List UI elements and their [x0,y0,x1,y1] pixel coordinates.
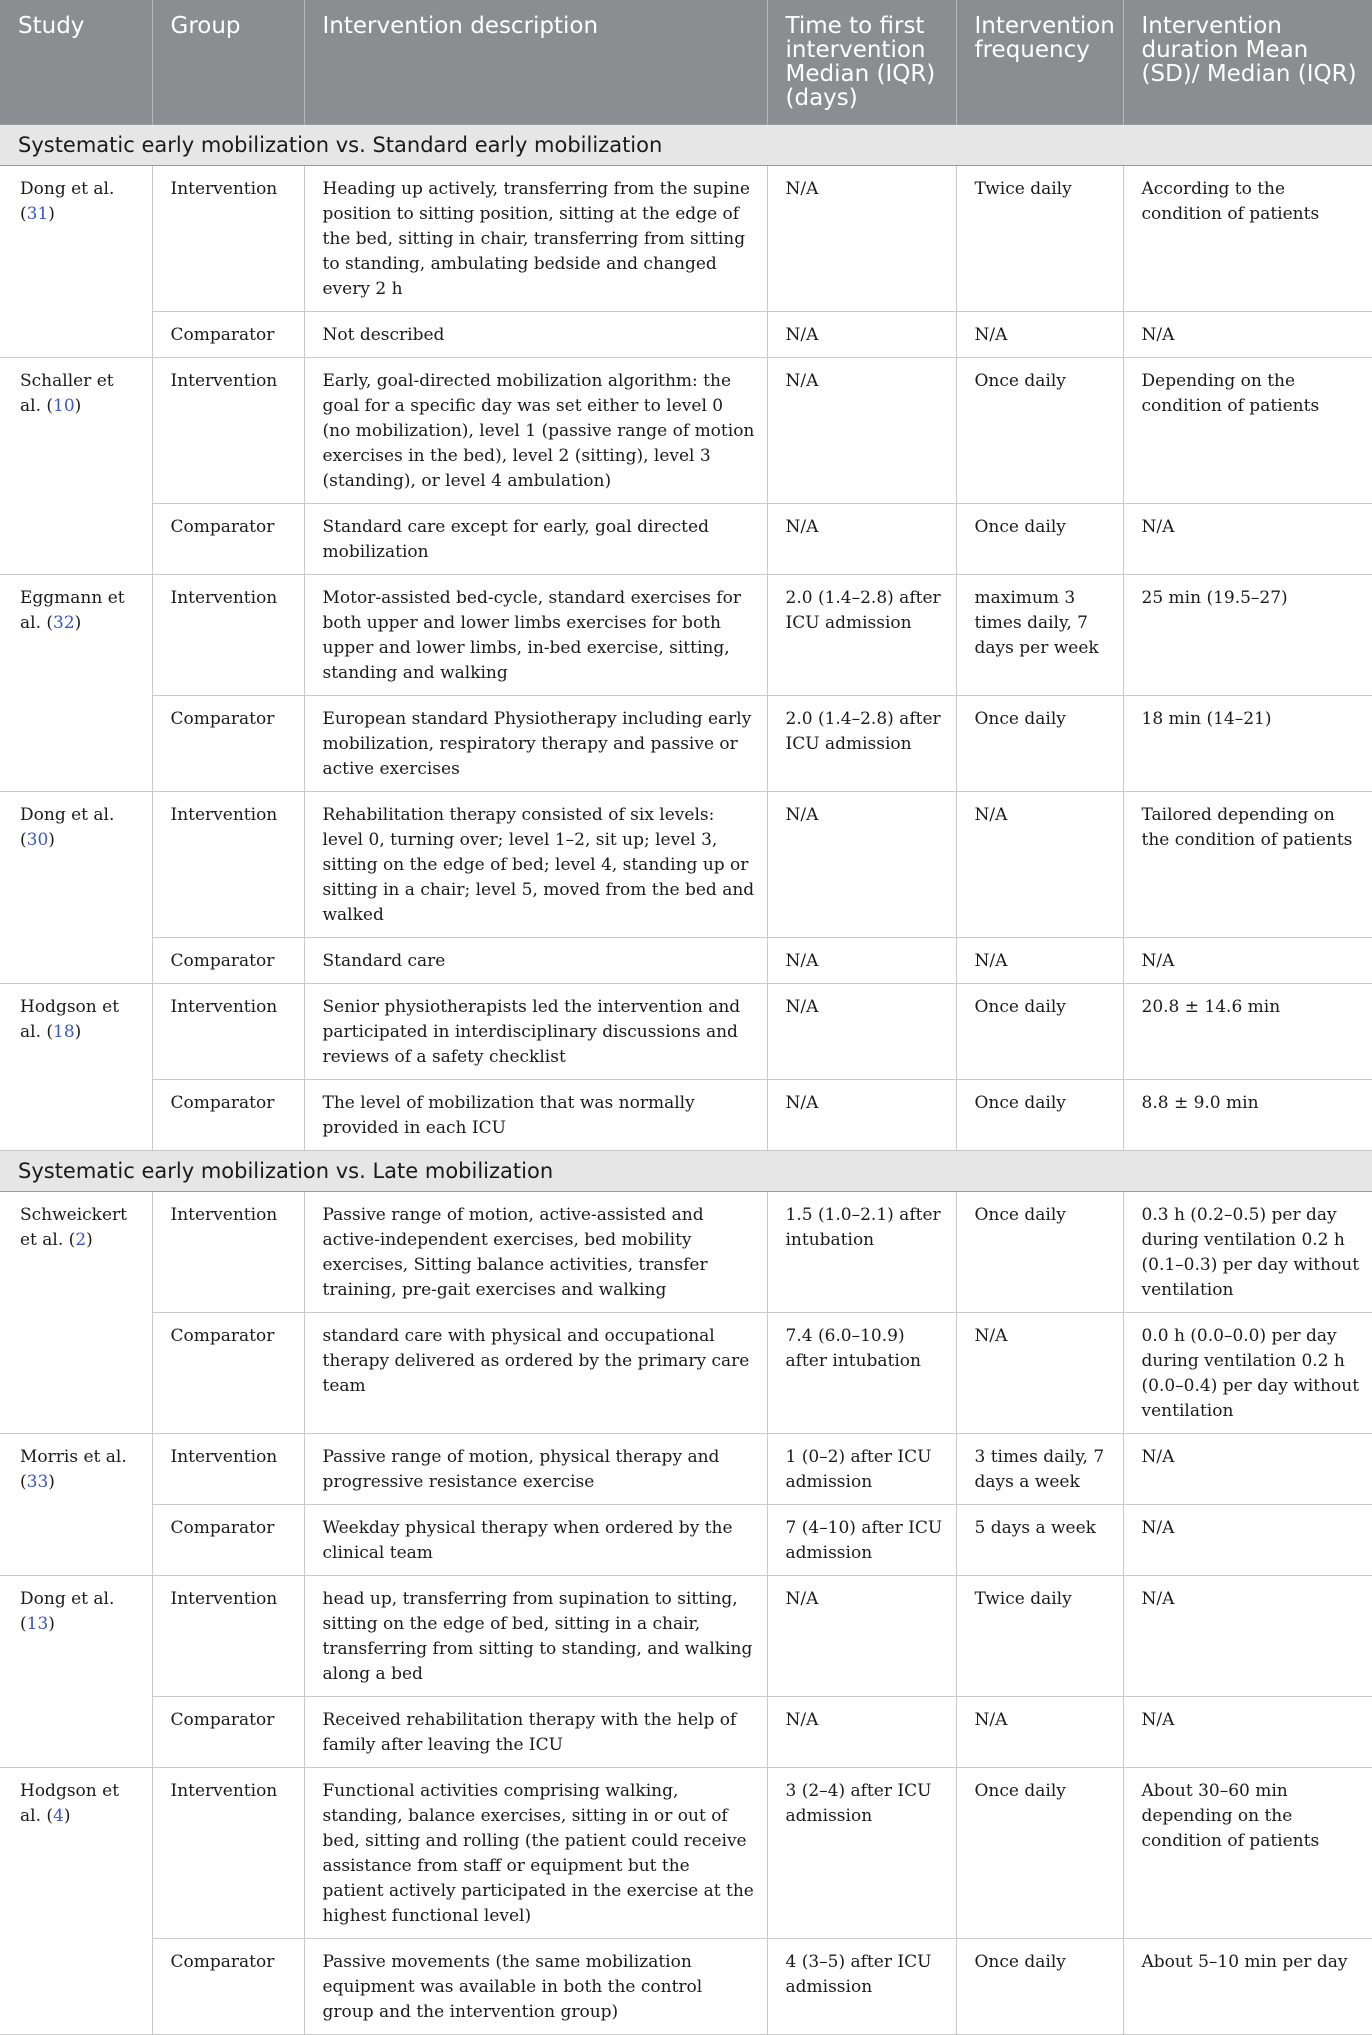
table-row [0,1696,1372,1767]
header-frequency: Intervention frequency [956,0,1123,124]
group-cell: Intervention [152,791,304,937]
reference-link[interactable]: 32 [53,612,75,633]
group-cell: Comparator [152,1312,304,1433]
study-name: Dong et al. [20,1588,115,1609]
duration-cell: N/A [1123,1504,1372,1575]
study-cell: Schweickert et al. (2) [0,1191,152,1433]
duration-cell: 0.0 h (0.0–0.0) per day during ventilation 0.2 h (0.0–0.4) per day without ventilation [1123,1312,1372,1433]
time-cell: 1 (0–2) after ICU admission [767,1433,956,1504]
duration-cell: N/A [1123,937,1372,983]
table-row [0,1433,1372,1504]
frequency-cell: 5 days a week [956,1504,1123,1575]
group-cell: Comparator [152,937,304,983]
time-cell: 1.5 (1.0–2.1) after intubation [767,1191,956,1312]
table-row [0,791,1372,937]
table-row [0,165,1372,311]
frequency-cell: N/A [956,937,1123,983]
group-cell: Intervention [152,165,304,311]
study-name: Hodgson et al. [20,1780,120,1826]
group-cell: Intervention [152,1767,304,1938]
duration-cell: 25 min (19.5–27) [1123,574,1372,695]
frequency-cell: N/A [956,791,1123,937]
time-cell: N/A [767,791,956,937]
table-row [0,695,1372,791]
time-cell: 7.4 (6.0–10.9) after intubation [767,1312,956,1433]
frequency-cell: maximum 3 times daily, 7 days per week [956,574,1123,695]
description-cell: The level of mobilization that was normally provided in each ICU [304,1079,767,1150]
group-cell: Intervention [152,574,304,695]
time-cell: N/A [767,1575,956,1696]
description-cell: Weekday physical therapy when ordered by the clinical team [304,1504,767,1575]
frequency-cell: N/A [956,1312,1123,1433]
frequency-cell: Once daily [956,1191,1123,1312]
table-row [0,357,1372,503]
frequency-cell: Once daily [956,1767,1123,1938]
duration-cell: Tailored depending on the condition of patients [1123,791,1372,937]
frequency-cell: 3 times daily, 7 days a week [956,1433,1123,1504]
duration-cell: N/A [1123,1575,1372,1696]
time-cell: 4 (3–5) after ICU admission [767,1938,956,2034]
time-cell: N/A [767,1079,956,1150]
study-name: Hodgson et al. [20,996,120,1042]
time-cell: N/A [767,503,956,574]
description-cell: Not described [304,311,767,357]
group-cell: Intervention [152,1191,304,1312]
duration-cell: According to the condition of patients [1123,165,1372,311]
table-row [0,1575,1372,1696]
group-cell: Comparator [152,311,304,357]
duration-cell: 18 min (14–21) [1123,695,1372,791]
description-cell: Rehabilitation therapy consisted of six levels: level 0, turning over; level 1–2, sit up; level 3, sitting on the edge of bed; level 4, standing up or sitting in a chair; level 5, moved from the bed and walked [304,791,767,937]
study-name: Dong et al. [20,804,115,825]
duration-cell: 20.8 ± 14.6 min [1123,983,1372,1079]
header-group: Group [152,0,304,124]
table-row [0,983,1372,1079]
header-time: Time to first intervention Median (IQR) (days) [767,0,956,124]
section-title: Systematic early mobilization vs. Late mobilization [0,1150,1372,1191]
reference-link[interactable]: 10 [53,395,75,416]
table-row [0,503,1372,574]
description-cell: Standard care [304,937,767,983]
duration-cell: N/A [1123,311,1372,357]
group-cell: Comparator [152,695,304,791]
duration-cell: 8.8 ± 9.0 min [1123,1079,1372,1150]
reference-link[interactable]: 30 [26,829,49,850]
description-cell: standard care with physical and occupational therapy delivered as ordered by the primary care team [304,1312,767,1433]
frequency-cell: Once daily [956,983,1123,1079]
description-cell: European standard Physiotherapy including early mobilization, respiratory therapy and passive or active exercises [304,695,767,791]
table-body [0,124,1372,2034]
description-cell: Motor-assisted bed-cycle, standard exercises for both upper and lower limbs exercises for both upper and lower limbs, in-bed exercise, sitting, standing and walking [304,574,767,695]
time-cell: N/A [767,983,956,1079]
group-cell: Intervention [152,1433,304,1504]
group-cell: Comparator [152,1938,304,2034]
study-cell: Morris et al. (33) [0,1433,152,1575]
time-cell: 7 (4–10) after ICU admission [767,1504,956,1575]
frequency-cell: Twice daily [956,165,1123,311]
table-row [0,1767,1372,1938]
study-cell: Eggmann et al. (32) [0,574,152,791]
table-row [0,311,1372,357]
description-cell: Functional activities comprising walking, standing, balance exercises, sitting in or out of bed, sitting and rolling (the patient could receive assistance from staff or equipment but the patient actively participated in the exercise at the highest functional level) [304,1767,767,1938]
frequency-cell: Once daily [956,695,1123,791]
group-cell: Intervention [152,983,304,1079]
description-cell: Early, goal-directed mobilization algorithm: the goal for a specific day was set either to level 0 (no mobilization), level 1 (passive range of motion exercises in the bed), level 2 (sitting), level 3 (standing), or level 4 ambulation) [304,357,767,503]
description-cell: Heading up actively, transferring from the supine position to sitting position, sitting at the edge of the bed, sitting in chair, transferring from sitting to standing, ambulating bedside and changed every 2 h [304,165,767,311]
time-cell: 2.0 (1.4–2.8) after ICU admission [767,695,956,791]
time-cell: N/A [767,1696,956,1767]
description-cell: Received rehabilitation therapy with the help of family after leaving the ICU [304,1696,767,1767]
table-row [0,1079,1372,1150]
reference-link[interactable]: 18 [53,1021,75,1042]
time-cell: N/A [767,165,956,311]
frequency-cell: Once daily [956,503,1123,574]
description-cell: Passive range of motion, physical therapy and progressive resistance exercise [304,1433,767,1504]
section-title: Systematic early mobilization vs. Standard early mobilization [0,124,1372,165]
study-cell: Hodgson et al. (4) [0,1767,152,2034]
header-study: Study [0,0,152,124]
frequency-cell: Once daily [956,1938,1123,2034]
study-cell: Dong et al. (30) [0,791,152,983]
header-row [0,0,1372,124]
group-cell: Comparator [152,1696,304,1767]
table-row [0,1504,1372,1575]
duration-cell: N/A [1123,1433,1372,1504]
table-row [0,574,1372,695]
study-name: Eggmann et al. [20,587,125,633]
table-row [0,1191,1372,1312]
reference-link[interactable]: 31 [26,203,49,224]
duration-cell: N/A [1123,503,1372,574]
study-name: Dong et al. [20,178,115,199]
group-cell: Comparator [152,1504,304,1575]
frequency-cell: Once daily [956,357,1123,503]
section-row [0,1150,1372,1191]
duration-cell: 0.3 h (0.2–0.5) per day during ventilation 0.2 h (0.1–0.3) per day without ventilation [1123,1191,1372,1312]
time-cell: N/A [767,311,956,357]
header-description: Intervention description [304,0,767,124]
description-cell: head up, transferring from supination to sitting, sitting on the edge of bed, sitting in a chair, transferring from sitting to standing, and walking along a bed [304,1575,767,1696]
duration-cell: Depending on the condition of patients [1123,357,1372,503]
study-cell: Dong et al. (31) [0,165,152,357]
description-cell: Standard care except for early, goal directed mobilization [304,503,767,574]
group-cell: Comparator [152,503,304,574]
study-cell: Schaller et al. (10) [0,357,152,574]
time-cell: N/A [767,937,956,983]
study-cell: Dong et al. (13) [0,1575,152,1767]
description-cell: Passive range of motion, active-assisted and active-independent exercises, bed mobility exercises, Sitting balance activities, transfer training, pre-gait exercises and walking [304,1191,767,1312]
duration-cell: About 30–60 min depending on the condition of patients [1123,1767,1372,1938]
study-cell: Hodgson et al. (18) [0,983,152,1150]
header-duration: Intervention duration Mean (SD)/ Median (IQR) [1123,0,1372,124]
table-row [0,1938,1372,2034]
duration-cell: N/A [1123,1696,1372,1767]
reference-link[interactable]: 4 [53,1805,64,1826]
reference-link[interactable]: 2 [75,1229,87,1250]
description-cell: Senior physiotherapists led the intervention and participated in interdisciplinary discussions and reviews of a safety checklist [304,983,767,1079]
group-cell: Intervention [152,1575,304,1696]
reference-link[interactable]: 33 [26,1471,49,1492]
section-row [0,124,1372,165]
study-name: Morris et al. [20,1446,127,1467]
frequency-cell: N/A [956,1696,1123,1767]
time-cell: N/A [767,357,956,503]
time-cell: 3 (2–4) after ICU admission [767,1767,956,1938]
group-cell: Comparator [152,1079,304,1150]
table-row [0,937,1372,983]
duration-cell: About 5–10 min per day [1123,1938,1372,2034]
group-cell: Intervention [152,357,304,503]
study-name: Schweickert et al. [20,1204,128,1250]
reference-link[interactable]: 13 [26,1613,49,1634]
table-row [0,1312,1372,1433]
study-name: Schaller et al. [20,370,114,416]
description-cell: Passive movements (the same mobilization equipment was available in both the control group and the intervention group) [304,1938,767,2034]
frequency-cell: N/A [956,311,1123,357]
frequency-cell: Once daily [956,1079,1123,1150]
time-cell: 2.0 (1.4–2.8) after ICU admission [767,574,956,695]
frequency-cell: Twice daily [956,1575,1123,1696]
